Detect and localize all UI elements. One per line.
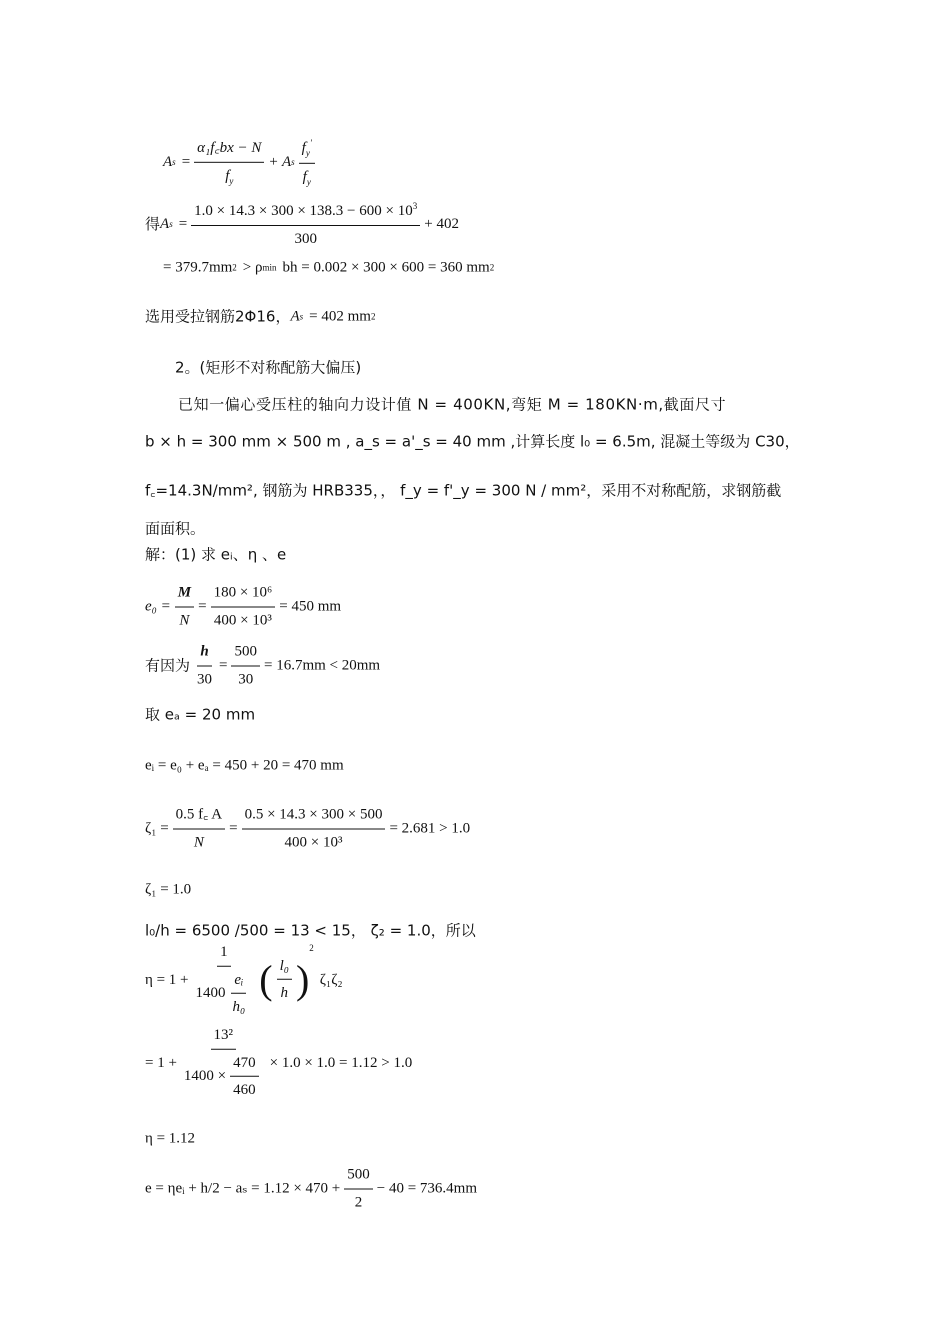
sub: s <box>299 311 304 322</box>
formula-zeta2: l₀/h = 6500 /500 = 13 < 15， ζ₂ = 1.0，所以 <box>145 921 476 940</box>
denominator: h₀ <box>232 998 246 1015</box>
denominator: 1400 × <box>183 1068 227 1084</box>
formula-zeta1-value: ζ₁ = 1.0 <box>145 881 192 898</box>
sup: 3 <box>412 201 418 211</box>
numerator: 13² <box>211 1026 237 1050</box>
problem-line-3: f꜀=14.3N/mm², 钢筋为 HRB335，， f_y = f'_y = 300 N / mm²，采用不对称配筋，求钢筋截 <box>145 481 782 500</box>
fraction <box>277 957 292 1004</box>
denominator: 30 <box>238 671 254 687</box>
fraction <box>242 806 386 853</box>
numerator: 500 <box>344 1166 373 1190</box>
denominator: N <box>179 612 190 628</box>
fraction <box>191 201 420 249</box>
denominator: f <box>225 167 230 184</box>
rest: = 2.681 > 1.0 <box>389 820 471 837</box>
fraction <box>194 643 215 690</box>
var: A <box>290 308 300 325</box>
formula-as-check <box>163 258 494 278</box>
denominator: 460 <box>233 1081 256 1098</box>
rest: − 40 = 736.4mm <box>376 1180 478 1197</box>
formula-eta-value: η = 1.12 <box>145 1130 196 1147</box>
rest: × 1.0 × 1.0 = 1.12 > 1.0 <box>269 1054 413 1071</box>
sub: s <box>172 157 176 168</box>
formula-as-general <box>163 138 319 188</box>
denominator: N <box>193 834 204 850</box>
rebar-choice <box>145 307 375 327</box>
numerator: α₁f꜀bx − N <box>194 139 264 163</box>
numerator: 180 × 10⁶ <box>211 584 276 608</box>
eq: = <box>181 154 191 171</box>
numerator: 0.5 f꜀ A <box>173 806 225 830</box>
lhs: e = ηeᵢ + h/2 − aₛ = 1.12 × 470 + <box>145 1180 341 1197</box>
rest: = 450 mm <box>279 598 342 615</box>
denominator: 400 × 10³ <box>213 612 272 628</box>
denominator: h <box>280 985 288 1001</box>
formula-ea-check <box>145 643 380 690</box>
denominator: 300 <box>294 230 317 247</box>
fraction <box>299 138 315 188</box>
left-paren: ( <box>259 957 273 1002</box>
right-paren: ) <box>295 957 310 1002</box>
eq: = <box>219 657 228 674</box>
lhs: ζ₁ = <box>145 820 169 837</box>
sup: ' <box>309 137 312 148</box>
formula-as-calc <box>145 201 459 249</box>
problem-line-2: b × h = 300 mm × 500 m , a_s = a'_s = 40 mm ,计算长度 l₀ = 6.5m, 混凝土等级为 C30， <box>145 432 800 451</box>
fraction <box>181 1026 266 1101</box>
numerator: h <box>197 643 211 667</box>
var: A <box>163 154 173 171</box>
rest: = 16.7mm < 20mm <box>263 657 381 674</box>
denominator: 1400 <box>195 985 226 1001</box>
numerator: 470 <box>230 1053 259 1077</box>
sub: y <box>305 147 310 158</box>
formula-eta <box>145 943 343 1018</box>
solution-intro: 解：(1) 求 eᵢ、η 、e <box>145 545 287 564</box>
fraction <box>193 943 256 1018</box>
denominator: 30 <box>197 671 213 687</box>
eq: = <box>198 598 207 615</box>
formula-e0 <box>145 584 341 631</box>
sub: s <box>169 219 173 230</box>
numerator: M <box>175 584 194 608</box>
eq: = <box>229 820 238 837</box>
numerator: 500 <box>231 643 260 667</box>
formula-ei: eᵢ = e₀ + eₐ = 450 + 20 = 470 mm <box>145 757 344 774</box>
denominator: 400 × 10³ <box>284 834 343 850</box>
formula-zeta1 <box>145 806 470 853</box>
fraction <box>194 139 264 187</box>
plus-term: + A <box>268 154 292 171</box>
prefix: 得 <box>145 215 161 234</box>
prefix: 有因为 <box>145 656 191 675</box>
sup: 2 <box>232 262 237 273</box>
numerator: f <box>301 139 306 156</box>
sup: 2 <box>370 311 376 322</box>
numerator: 0.5 × 14.3 × 300 × 500 <box>242 806 386 830</box>
sup: 2 <box>309 942 314 953</box>
var: A <box>160 216 170 233</box>
rest: bh = 0.002 × 300 × 600 = 360 mm <box>282 259 490 276</box>
numerator: 1 <box>217 943 231 967</box>
sub: s <box>291 157 295 168</box>
lhs: η = 1 + <box>145 971 189 988</box>
value: = 379.7mm <box>163 259 233 276</box>
fraction <box>211 584 276 631</box>
numerator: eᵢ <box>231 970 246 994</box>
sup: 2 <box>489 262 495 273</box>
rho: > ρ <box>242 259 263 276</box>
numerator: l₀ <box>277 957 292 981</box>
fraction <box>344 1166 373 1213</box>
denominator: 2 <box>354 1194 363 1210</box>
formula-eta-calc <box>145 1026 412 1101</box>
sub: y <box>306 176 311 187</box>
eq: = <box>178 216 188 233</box>
numerator: 1.0 × 14.3 × 300 × 138.3 − 600 × 10 <box>194 203 413 219</box>
fraction <box>175 584 194 631</box>
tail: + 402 <box>424 216 459 233</box>
fraction <box>231 643 260 690</box>
formula-e <box>145 1166 477 1213</box>
sub: y <box>229 175 234 186</box>
denominator: f <box>302 168 307 185</box>
sub: min <box>262 262 277 273</box>
lhs: = 1 + <box>145 1054 177 1071</box>
problem-line-1: 已知一偏心受压柱的轴向力设计值 N = 400KN,弯矩 M = 180KN·m,截面尺寸 <box>178 395 727 414</box>
rest: = 402 mm <box>309 308 371 325</box>
text: 选用受拉钢筋2Φ16， <box>145 307 291 326</box>
lhs: e₀ = <box>145 598 171 615</box>
fraction <box>173 806 225 853</box>
tail: ζ₁ζ₂ <box>319 971 343 988</box>
problem-line-4: 面面积。 <box>145 519 206 538</box>
formula-ea: 取 eₐ = 20 mm <box>145 705 256 724</box>
section-heading: 2。(矩形不对称配筋大偏压) <box>175 358 362 377</box>
